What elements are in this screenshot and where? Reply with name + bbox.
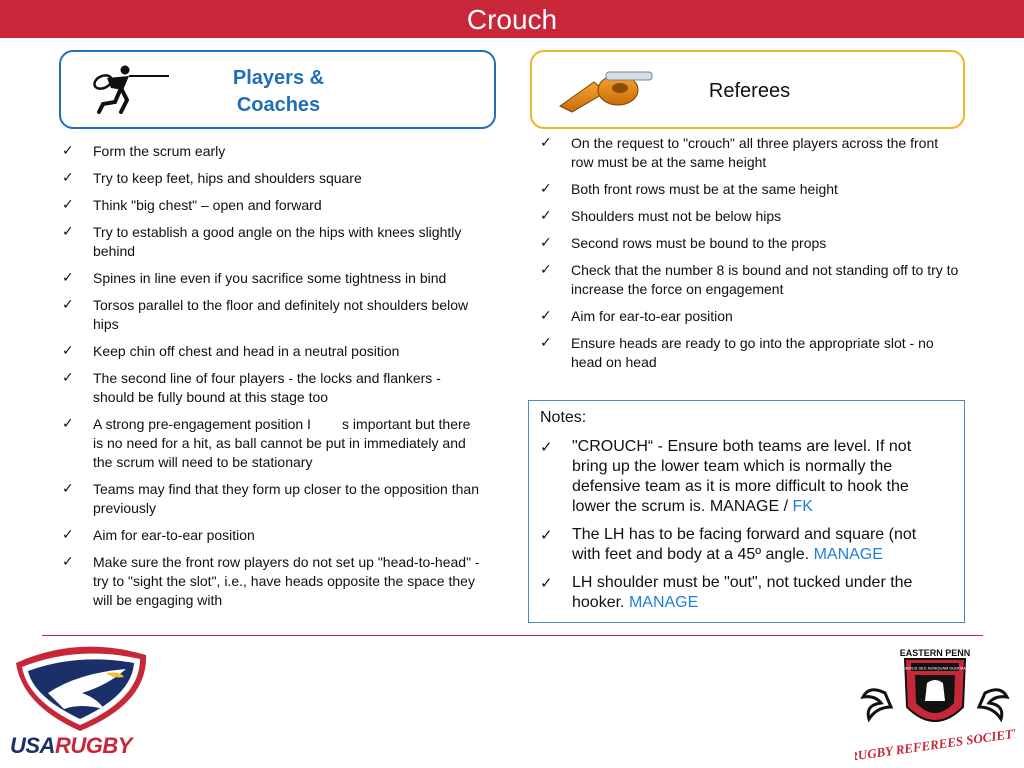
usa-rugby-wordmark — [10, 733, 132, 759]
players-title-line1: Players & — [232, 67, 325, 89]
list-item — [540, 525, 945, 565]
list-item — [540, 307, 960, 326]
note-highlight: MANAGE — [628, 594, 699, 611]
check-icon: ✓ — [62, 143, 74, 159]
players-checklist — [62, 142, 482, 618]
note-highlight: FK — [792, 498, 813, 515]
list-item — [540, 334, 960, 372]
rugby-player-running-icon — [85, 64, 171, 116]
list-item-text: A strong pre-engagement position I s important but there is no need for a hit, as ball cannot be put in immediately and the scrum will need to be stationary — [93, 416, 475, 470]
players-coaches-header — [59, 50, 496, 129]
check-icon: ✓ — [62, 297, 74, 313]
check-icon: ✓ — [62, 270, 74, 286]
list-item-text: The second line of four players - the locks and flankers - should be fully bound at this stage too — [93, 370, 441, 405]
list-item — [540, 261, 960, 299]
list-item-text: Ensure heads are ready to go into the appropriate slot - no head on head — [571, 335, 934, 370]
list-item — [62, 480, 482, 518]
check-icon: ✓ — [62, 527, 74, 543]
players-coaches-title — [211, 65, 346, 119]
list-item — [62, 369, 482, 407]
list-item — [540, 180, 960, 199]
check-icon: ✓ — [62, 197, 74, 213]
note-text: LH shoulder must be "out", not tucked under the hooker. — [572, 574, 913, 611]
crest-motto: ENDEMUS SED NUNQUAM DUBITAMUS — [897, 665, 973, 671]
list-item — [540, 234, 960, 253]
list-item-text: Try to keep feet, hips and shoulders square — [93, 170, 362, 186]
list-item-text: On the request to "crouch" all three players across the front row must be at the same height — [571, 135, 939, 170]
players-title-line2: Coaches — [236, 94, 321, 116]
check-icon: ✓ — [62, 481, 74, 497]
footer-divider — [42, 635, 983, 636]
list-item-text: Second rows must be bound to the props — [571, 235, 827, 251]
list-item — [62, 223, 482, 261]
list-item-text: Shoulders must not be below hips — [571, 208, 782, 224]
list-item-text: Try to establish a good angle on the hips with knees slightly behind — [93, 224, 462, 259]
list-item-text: Torsos parallel to the floor and definitely not shoulders below hips — [93, 297, 469, 332]
check-icon: ✓ — [62, 370, 74, 386]
check-icon: ✓ — [540, 135, 552, 151]
note-highlight: MANAGE — [813, 546, 883, 563]
list-item — [62, 296, 482, 334]
rugby-word: RUGBY — [54, 733, 132, 758]
referees-society-crest-icon — [855, 645, 1015, 760]
check-icon: ✓ — [62, 554, 74, 570]
list-item-text: Check that the number 8 is bound and not standing off to try to increase the force on engagement — [571, 262, 959, 297]
list-item — [62, 526, 482, 545]
list-item — [62, 196, 482, 215]
list-item-text: Spines in line even if you sacrifice some tightness in bind — [93, 270, 447, 286]
list-item-text: Aim for ear-to-ear position — [93, 527, 255, 543]
usa-word: USA — [10, 733, 55, 758]
note-text: The LH has to be facing forward and square (not with feet and body at a 45º angle. — [572, 526, 917, 563]
check-icon: ✓ — [540, 208, 552, 224]
note-text: "CROUCH“ - Ensure both teams are level. If not bring up the lower team which is normally the defensive team as it is more difficult to hook the lower the scrum is. MANAGE / — [572, 438, 912, 515]
list-item — [540, 207, 960, 226]
check-icon: ✓ — [540, 574, 553, 592]
check-icon: ✓ — [540, 308, 552, 324]
whistle-icon — [558, 68, 656, 114]
list-item — [62, 269, 482, 288]
list-item — [62, 553, 482, 610]
list-item-text: Keep chin off chest and head in a neutral position — [93, 343, 400, 359]
list-item-text: Aim for ear-to-ear position — [571, 308, 733, 324]
list-item — [62, 415, 482, 472]
check-icon: ✓ — [540, 235, 552, 251]
page-title: Crouch — [466, 4, 558, 35]
title-bar — [0, 0, 1024, 38]
referees-title: Referees — [708, 80, 791, 102]
check-icon: ✓ — [62, 416, 74, 432]
list-item-text: Teams may find that they form up closer to the opposition than previously — [93, 481, 479, 516]
check-icon: ✓ — [540, 526, 553, 544]
list-item — [540, 437, 945, 517]
crest-bottom-text: RUGBY REFEREES SOCIETY — [855, 725, 1015, 760]
crest-top-text: EASTERN PENN — [899, 648, 971, 658]
notes-checklist — [540, 437, 945, 621]
list-item-text: Both front rows must be at the same height — [571, 181, 838, 197]
check-icon: ✓ — [540, 262, 552, 278]
check-icon: ✓ — [62, 343, 74, 359]
list-item — [540, 134, 960, 172]
list-item — [540, 573, 945, 613]
list-item-text: Form the scrum early — [93, 143, 226, 159]
eastern-penn-referees-logo — [855, 645, 1015, 760]
eagle-shield-icon — [8, 643, 153, 733]
referees-checklist — [540, 134, 960, 380]
check-icon: ✓ — [62, 170, 74, 186]
check-icon: ✓ — [540, 181, 552, 197]
list-item — [62, 142, 482, 161]
notes-title: Notes: — [540, 409, 587, 426]
list-item — [62, 342, 482, 361]
list-item-text: Think "big chest" – open and forward — [93, 197, 322, 213]
referees-header — [530, 50, 965, 129]
list-item-text: Make sure the front row players do not set up "head-to-head" - try to "sight the slot", i.e., have heads opposite the space they will be engaging with — [93, 554, 480, 608]
check-icon: ✓ — [62, 224, 74, 240]
check-icon: ✓ — [540, 335, 552, 351]
check-icon: ✓ — [540, 438, 553, 456]
notes-box — [528, 400, 965, 623]
list-item — [62, 169, 482, 188]
